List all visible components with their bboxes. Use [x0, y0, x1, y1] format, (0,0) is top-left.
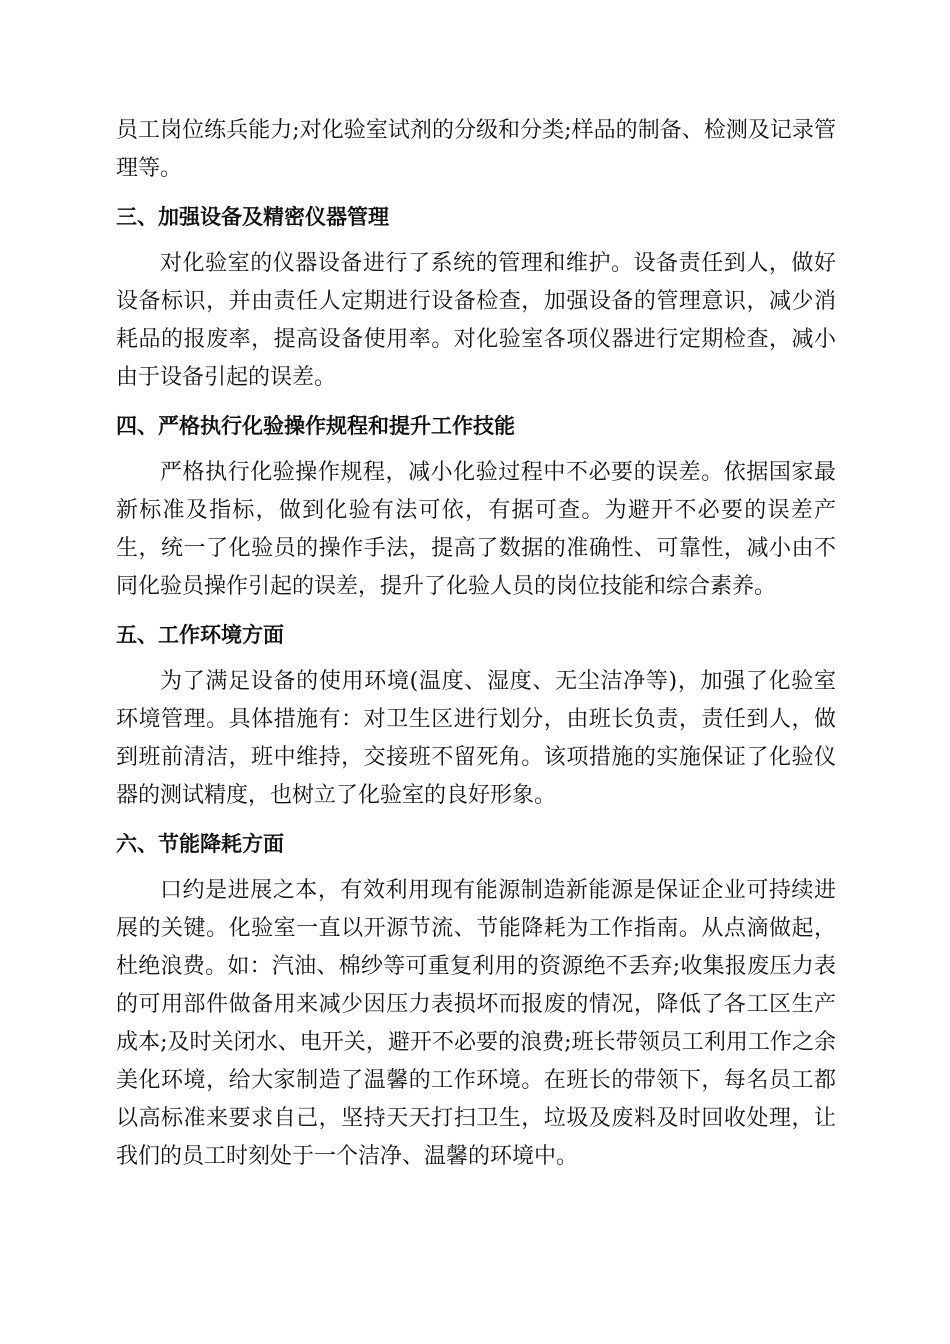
section-body: 为了满足设备的使用环境(温度、湿度、无尘洁净等)，加强了化验室环境管理。具体措施有：对卫生区进行划分，由班长负责，责任到人，做到班前清洁，班中维持，交接班不留死角。该项措施的实施保证了化验仪器的测试精度，也树立了化验室的良好形象。: [116, 669, 836, 808]
section-heading: 六、节能降耗方面: [116, 832, 284, 856]
section-body: 口约是进展之本，有效利用现有能源制造新能源是保证企业可持续进展的关键。化验室一直以开源节流、节能降耗为工作指南。从点滴做起，杜绝浪费。如：汽油、棉纱等可重复利用的资源绝不丢弃;收集报废压力表的可用部件做备用来减少因压力表损坏而报废的情况，降低了各工区生产成本;及时关闭水、电开关，避开不必要的浪费;班长带领员工利用工作之余美化环境，给大家制造了温馨的工作环境。在班长的带领下，每名员工都以高标准来要求自己，坚持天天打扫卫生，垃圾及废料及时回收处理，让我们的员工时刻处于一个洁净、温馨的环境中。: [116, 878, 836, 1169]
intro-paragraph: 员工岗位练兵能力;对化验室试剂的分级和分类;样品的制备、检测及记录管理等。: [116, 118, 836, 181]
section-heading: 四、严格执行化验操作规程和提升工作技能: [116, 414, 515, 438]
section-heading: 三、加强设备及精密仪器管理: [116, 205, 389, 229]
section-procedures: [116, 411, 836, 606]
section-body: 严格执行化验操作规程，减小化验过程中不必要的误差。依据国家最新标准及指标，做到化验有法可依，有据可查。为避开不必要的误差产生，统一了化验员的操作手法，提高了数据的准确性、可靠性，减小由不同化验员操作引起的误差，提升了化验人员的岗位技能和综合素养。: [116, 460, 836, 599]
section-environment: [116, 620, 836, 815]
section-equipment: [116, 202, 836, 397]
document-page: [116, 112, 836, 1176]
section-energy: [116, 829, 836, 1176]
section-body: 对化验室的仪器设备进行了系统的管理和维护。设备责任到人，做好设备标识，并由责任人定期进行设备检查，加强设备的管理意识，减少消耗品的报废率，提高设备使用率。对化验室各项仪器进行定期检查，减小由于设备引起的误差。: [116, 251, 836, 390]
section-heading: 五、工作环境方面: [116, 623, 284, 647]
